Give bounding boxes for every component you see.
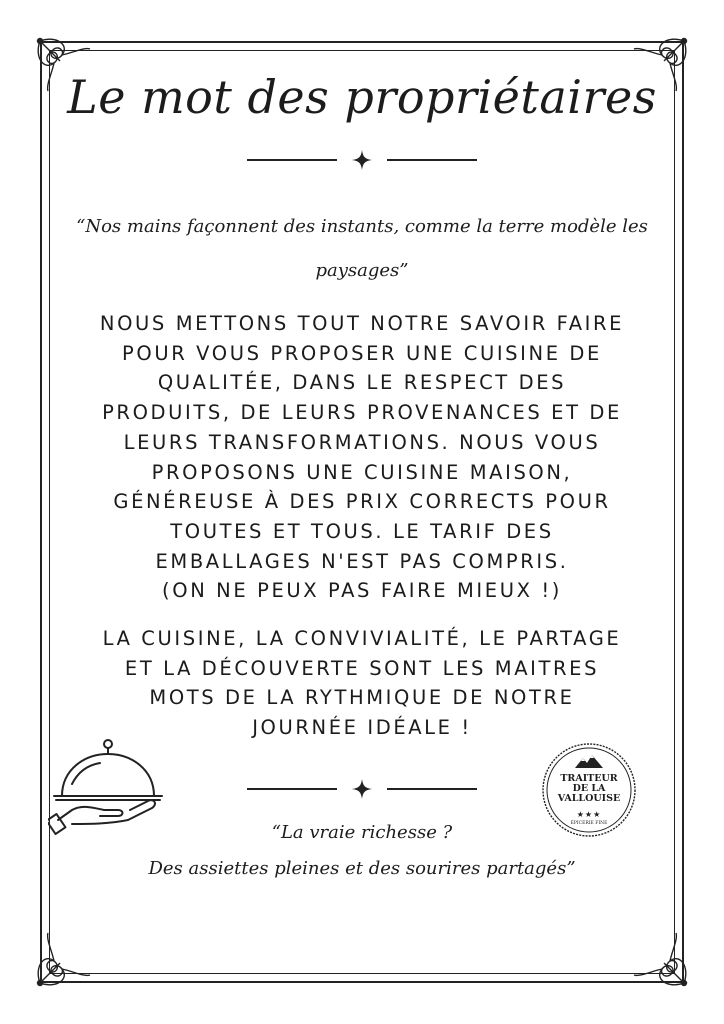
divider-top bbox=[247, 150, 477, 170]
diamond-star-icon bbox=[352, 779, 372, 799]
paragraph-line: LA CUISINE, LA CONVIVIALITÉ, LE PARTAGE bbox=[102, 627, 622, 650]
logo-stars: ★★★ bbox=[576, 810, 602, 819]
divider-line bbox=[387, 159, 477, 161]
paragraph-line: PROPOSONS UNE CUISINE MAISON, bbox=[151, 460, 573, 484]
quote-top: “Nos mains façonnent des instants, comme la terre modèle les paysages” bbox=[76, 216, 648, 281]
paragraph-savoir-faire bbox=[55, 309, 669, 606]
paragraph-line: PRODUITS, DE LEURS PROVENANCES ET DE bbox=[102, 401, 622, 425]
corner-flourish-bottom-left bbox=[26, 927, 96, 997]
logo-name-line: DE LA bbox=[572, 783, 606, 794]
paragraph-line: LEURS TRANSFORMATIONS. NOUS VOUS bbox=[123, 430, 601, 454]
page-title: Le mot des propriétaires bbox=[67, 70, 657, 124]
paragraph-line: ET LA DÉCOUVERTE SONT LES MAITRES bbox=[124, 656, 600, 680]
corner-flourish-bottom-right bbox=[628, 927, 698, 997]
paragraph-line: GÉNÉREUSE À DES PRIX CORRECTS POUR bbox=[113, 490, 611, 514]
logo-name-line: TRAITEUR bbox=[560, 773, 618, 784]
divider-line bbox=[247, 159, 337, 161]
paragraph-line: MOTS DE LA RYTHMIQUE DE NOTRE bbox=[149, 686, 575, 710]
divider-line bbox=[387, 788, 477, 790]
paragraph-convivialite bbox=[55, 624, 669, 743]
paragraph-line: POUR VOUS PROPOSER UNE CUISINE DE bbox=[122, 341, 602, 365]
paragraph-line: JOURNÉE IDÉALE ! bbox=[252, 716, 472, 740]
divider-bottom bbox=[247, 779, 477, 799]
logo-name-line: VALLOUISE bbox=[557, 793, 621, 804]
paragraph-line: EMBALLAGES N'EST PAS COMPRIS. bbox=[155, 549, 569, 573]
divider-line bbox=[247, 788, 337, 790]
logo-name bbox=[541, 774, 637, 804]
quote-bottom-line: Des assiettes pleines et des sourires partagés” bbox=[148, 858, 576, 879]
paragraph-line: QUALITÉE, DANS LE RESPECT DES bbox=[157, 371, 567, 395]
diamond-star-icon bbox=[352, 150, 372, 170]
paragraph-line: NOUS METTONS TOUT NOTRE SAVOIR FAIRE bbox=[99, 312, 625, 335]
paragraph-line: TOUTES ET TOUS. LE TARIF DES bbox=[170, 519, 554, 543]
quote-bottom-line: “La vraie richesse ? bbox=[271, 822, 453, 843]
logo-subtitle: ÉPICERIE FINE bbox=[570, 821, 608, 826]
quote-bottom bbox=[60, 815, 664, 887]
paragraph-line: (ON NE PEUX PAS FAIRE MIEUX !) bbox=[162, 579, 562, 603]
